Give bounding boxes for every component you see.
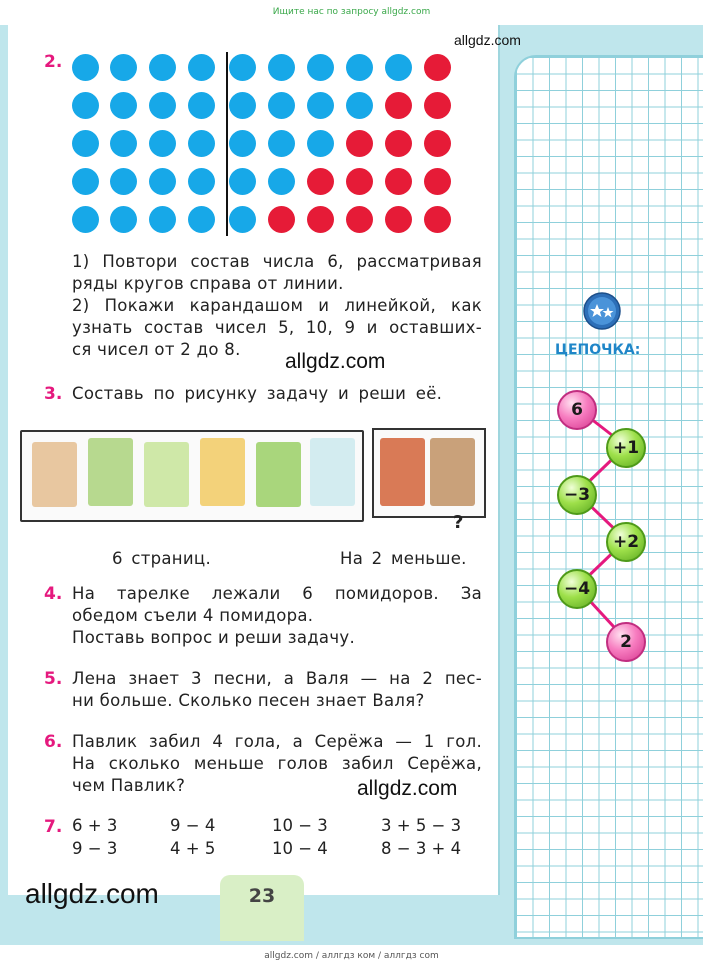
task-2-line-3: 2) Покажи карандашом и линейкой, как bbox=[72, 296, 482, 315]
blue-dot bbox=[72, 130, 99, 157]
watermark-middle: allgdz.com bbox=[285, 350, 386, 373]
task-5-number: 5. bbox=[44, 669, 63, 689]
blue-dot bbox=[229, 92, 256, 119]
blue-dot bbox=[110, 92, 137, 119]
page-illustration-3 bbox=[144, 442, 189, 507]
caption-two-fewer: На 2 меньше. bbox=[340, 549, 467, 568]
red-dot bbox=[385, 92, 412, 119]
book-fewer-pages-illustration bbox=[372, 428, 487, 523]
task-2-line-4: узнать состав чисел 5, 10, 9 и оставших- bbox=[72, 318, 482, 337]
chain-connectors bbox=[540, 380, 670, 680]
small-book-page-2 bbox=[430, 438, 475, 506]
blue-dot bbox=[307, 92, 334, 119]
blue-dot bbox=[385, 54, 412, 81]
task-6-line-1: Павлик забил 4 гола, а Серёжа — 1 гол. bbox=[72, 732, 482, 751]
blue-dot bbox=[268, 92, 295, 119]
expr-2-2: 4 + 5 bbox=[170, 839, 216, 858]
page-illustration-1 bbox=[32, 442, 77, 507]
task-4-line-3: Поставь вопрос и реши задачу. bbox=[72, 628, 356, 647]
page-illustration-5 bbox=[256, 442, 301, 507]
expr-2-3: 10 − 4 bbox=[272, 839, 328, 858]
blue-dot bbox=[229, 206, 256, 233]
task-4-line-1: На тарелке лежали 6 помидоров. За bbox=[72, 584, 482, 603]
task-2-text bbox=[72, 251, 482, 361]
red-dot bbox=[424, 92, 451, 119]
blue-dot bbox=[149, 92, 176, 119]
chain-node-end: 2 bbox=[606, 622, 646, 662]
page-number: 23 bbox=[248, 885, 276, 907]
blue-dot bbox=[149, 54, 176, 81]
task-7-number: 7. bbox=[44, 817, 63, 837]
caption-six-pages: 6 страниц. bbox=[112, 549, 211, 568]
blue-dot bbox=[188, 206, 215, 233]
chain-node-minus3: −3 bbox=[557, 475, 597, 515]
blue-dot bbox=[72, 92, 99, 119]
top-note: Ищите нас по запросу allgdz.com bbox=[272, 7, 431, 17]
task-3-text: Составь по рисунку задачу и реши её. bbox=[72, 384, 443, 403]
blue-dot bbox=[149, 168, 176, 195]
blue-dot bbox=[229, 54, 256, 81]
task-2-line-5: ся чисел от 2 до 8. bbox=[72, 340, 241, 359]
red-dot bbox=[385, 130, 412, 157]
expr-2-1: 9 − 3 bbox=[72, 839, 118, 858]
chain-title: ЦЕПОЧКА: bbox=[555, 342, 641, 358]
watermark-bottom: allgdz.com bbox=[25, 878, 159, 909]
task-3-number: 3. bbox=[44, 384, 63, 404]
chain-node-start: 6 bbox=[557, 390, 597, 430]
red-dot bbox=[346, 130, 373, 157]
blue-dot bbox=[110, 206, 137, 233]
red-dot bbox=[424, 130, 451, 157]
red-dot bbox=[424, 206, 451, 233]
blue-dot bbox=[188, 168, 215, 195]
page-illustration-2 bbox=[88, 438, 133, 506]
task-2-line-1: 1) Повтори состав числа 6, рассматривая bbox=[72, 252, 482, 271]
blue-dot bbox=[72, 206, 99, 233]
expr-1-1: 6 + 3 bbox=[72, 816, 118, 835]
watermark-top: allgdz.com bbox=[454, 32, 521, 48]
task-6-line-2: На сколько меньше голов забил Серёжа, bbox=[72, 754, 482, 773]
blue-dot bbox=[110, 54, 137, 81]
task-6-number: 6. bbox=[44, 732, 63, 752]
blue-dot bbox=[346, 92, 373, 119]
chain-node-plus2: +2 bbox=[606, 522, 646, 562]
red-dot bbox=[385, 206, 412, 233]
task-2-number: 2. bbox=[44, 52, 63, 72]
blue-dot bbox=[268, 168, 295, 195]
watermark-lower: allgdz.com bbox=[357, 777, 458, 800]
blue-dot bbox=[229, 168, 256, 195]
footer-links: allgdz.com / аллгдз ком / аллгдз com bbox=[264, 951, 439, 961]
task-4-line-2: обедом съели 4 помидора. bbox=[72, 606, 314, 625]
blue-dot bbox=[110, 130, 137, 157]
blue-dot bbox=[188, 92, 215, 119]
stars-icon bbox=[583, 292, 621, 330]
blue-dot bbox=[72, 54, 99, 81]
book-six-pages-illustration bbox=[20, 420, 365, 525]
blue-dot bbox=[72, 168, 99, 195]
task-5-line-1: Лена знает 3 песни, а Валя — на 2 пес- bbox=[72, 669, 482, 688]
small-book-page-1 bbox=[380, 438, 425, 506]
blue-dot bbox=[229, 130, 256, 157]
red-dot bbox=[268, 206, 295, 233]
blue-dot bbox=[149, 206, 176, 233]
task-2-line-2: ряды кругов справа от линии. bbox=[72, 274, 344, 293]
blue-dot bbox=[307, 130, 334, 157]
page-illustration-6 bbox=[310, 438, 355, 506]
red-dot bbox=[307, 206, 334, 233]
task-5-text bbox=[72, 668, 482, 712]
blue-dot bbox=[188, 130, 215, 157]
expr-1-2: 9 − 4 bbox=[170, 816, 216, 835]
red-dot bbox=[346, 206, 373, 233]
red-dot bbox=[346, 168, 373, 195]
red-dot bbox=[424, 54, 451, 81]
task-5-line-2: ни больше. Сколько песен знает Валя? bbox=[72, 691, 425, 710]
red-dot bbox=[424, 168, 451, 195]
task-6-line-3: чем Павлик? bbox=[72, 776, 186, 795]
blue-dot bbox=[268, 54, 295, 81]
page-illustration-4 bbox=[200, 438, 245, 506]
blue-dot bbox=[188, 54, 215, 81]
expr-1-4: 3 + 5 − 3 bbox=[381, 816, 462, 835]
blue-dot bbox=[307, 54, 334, 81]
red-dot bbox=[307, 168, 334, 195]
chain-node-minus4: −4 bbox=[557, 569, 597, 609]
chain-node-plus1: +1 bbox=[606, 428, 646, 468]
question-mark: ? bbox=[453, 512, 464, 533]
expr-1-3: 10 − 3 bbox=[272, 816, 328, 835]
expr-2-4: 8 − 3 + 4 bbox=[381, 839, 462, 858]
blue-dot bbox=[268, 130, 295, 157]
dot-divider-line bbox=[226, 52, 228, 236]
task-4-number: 4. bbox=[44, 584, 63, 604]
blue-dot bbox=[110, 168, 137, 195]
blue-dot bbox=[149, 130, 176, 157]
task-4-text bbox=[72, 583, 482, 649]
blue-dot bbox=[346, 54, 373, 81]
red-dot bbox=[385, 168, 412, 195]
